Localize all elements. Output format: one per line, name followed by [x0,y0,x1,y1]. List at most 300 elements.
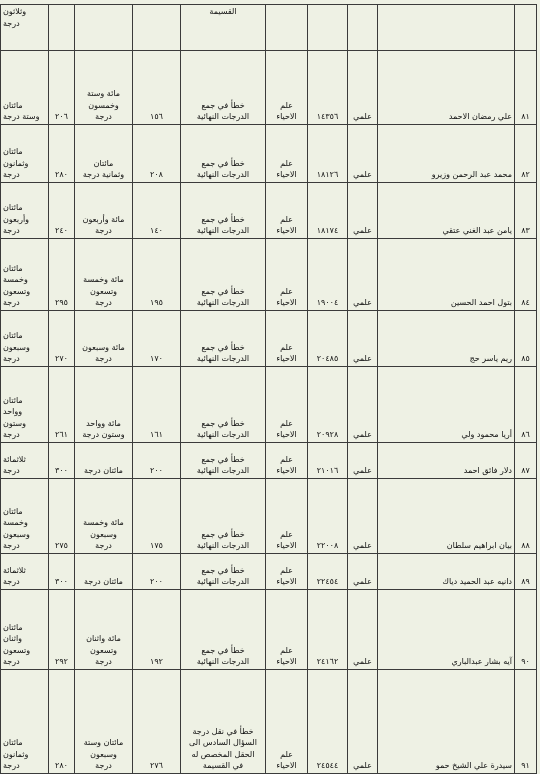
new-score-words-line: ثلاثمائة [3,454,26,464]
old-score-words-line: وسبعون [90,529,117,539]
branch-type: علمي [353,577,372,587]
error-description-cell [181,670,266,774]
error-line: خطأ في جمع [201,645,245,655]
seq-number: ٨٦ [521,430,530,440]
student-name-cell [378,443,515,479]
subject-cell [266,239,308,311]
error-line: خطأ في جمع [201,454,245,464]
student-name-cell [378,183,515,239]
name-header-cell [378,5,515,51]
exam-number: ٢١٠١٦ [316,466,339,476]
exam-number: ١٨١٧٤ [316,226,339,236]
student-name-cell [378,670,515,774]
error-line: الدرجات النهائية [196,466,250,476]
branch-type: علمي [353,354,372,364]
new-score-words-cell [1,239,49,311]
error-line: خطأ في جمع [201,418,245,428]
old-score-words-line: وتسعون [89,645,118,655]
old-score-words-line: مائة وواحد [86,418,121,428]
subject-line: علم [280,529,293,539]
subject-line: الاحياء [276,657,297,667]
new-score-words-line: مائتان [3,100,23,110]
student-name-cell [378,367,515,443]
error-description-cell [181,479,266,554]
new-score-number-cell [49,239,75,311]
new-score-words-line: مائتان [3,331,23,341]
new-score-number: ٣٠٠ [55,466,68,476]
exam-id-cell [308,239,348,311]
branch-cell [348,554,378,590]
subject-line: الاحياء [276,170,297,180]
new-score-words-line: وستة درجة [3,112,40,122]
subject-line: علم [280,100,293,110]
error-line: السؤال السادس الى [189,738,257,748]
exam-id-cell [308,311,348,367]
old-score-number-cell [133,239,181,311]
old-score-number: ٢٠٨ [150,170,163,180]
student-name: دلار فائق احمد [463,466,512,476]
old-score-words-line: مائة وأربعون [82,214,125,224]
exam-id-cell [308,670,348,774]
old-score-words-line: درجة [95,657,112,667]
new-score-number-cell [49,183,75,239]
table-row [1,479,537,554]
new-score-number: ٢٦١ [55,430,68,440]
new-score-words-cell [1,590,49,670]
seq-cell [515,183,537,239]
error-description-cell [181,183,266,239]
seq-cell [515,670,537,774]
new-score-words-line: درجة [3,170,20,180]
student-name: بتول احمد الحسين [450,298,512,308]
old-score-number: ١٦١ [150,430,163,440]
subject-line: الاحياء [276,466,297,476]
old-score-words-line: درجة [95,354,112,364]
old-num-header-cell [133,5,181,51]
old-score-number-cell [133,443,181,479]
new-score-words-line: درجة [3,354,20,364]
new-score-number-cell [49,125,75,183]
new-score-words-line: درجة [3,657,20,667]
error-line: الدرجات النهائية [196,657,250,667]
error-line: الدرجات النهائية [196,226,250,236]
student-name: أريا محمود ولي [461,430,512,440]
seq-number: ٨٥ [521,354,530,364]
subject-line: علم [280,565,293,575]
branch-type: علمي [353,761,372,771]
new-score-number-cell [49,590,75,670]
error-line: الدرجات النهائية [196,430,250,440]
branch-type: علمي [353,657,372,667]
subject-line: علم [280,342,293,352]
error-description-cell [181,125,266,183]
new-score-number: ٢٠٦ [55,112,68,122]
seq-cell [515,51,537,125]
old-score-words-cell [75,125,133,183]
error-description-cell [181,590,266,670]
subject-line: الاحياء [276,298,297,308]
exam-number: ٢٠٤٨٥ [316,354,339,364]
new-score-words-line: وخمسة [3,518,28,528]
table-row [1,554,537,590]
error-description-cell [181,367,266,443]
branch-cell [348,367,378,443]
student-name-cell [378,311,515,367]
old-score-words-line: وسبعون [90,749,117,759]
subject-line: علم [280,454,293,464]
error-line: خطأ في جمع [201,158,245,168]
new-score-words-line: مائتان [3,147,23,157]
seq-number: ٩٠ [521,657,530,667]
subject-line: علم [280,749,293,759]
student-name-cell [378,239,515,311]
student-name: ريم ياسر حج [469,354,512,364]
exam-id-cell [308,183,348,239]
new-score-words-line: مائتان [3,203,23,213]
new-score-number-cell [49,311,75,367]
old-score-words-line: درجة [95,112,112,122]
new-words-header-line: وثلاثون [3,7,27,16]
new-score-words-cell [1,670,49,774]
error-line: خطأ في جمع [201,342,245,352]
student-name-cell [378,51,515,125]
seq-number: ٩١ [521,761,530,771]
exam-id-cell [308,590,348,670]
branch-type: علمي [353,541,372,551]
seq-cell [515,443,537,479]
old-score-words-line: مائة وستة [86,89,121,99]
error-line: خطأ في جمع [201,286,245,296]
seq-number: ٨٤ [521,298,530,308]
old-score-number-cell [133,125,181,183]
new-words-header-line: درجة [3,18,20,28]
new-score-words-cell [1,125,49,183]
new-score-number: ٣٠٠ [55,577,68,587]
error-line: خطأ في جمع [201,565,245,575]
table-row [1,239,537,311]
branch-type: علمي [353,170,372,180]
branch-type: علمي [353,226,372,236]
error-description-cell [181,554,266,590]
new-score-number: ٢٨٠ [55,761,68,771]
new-score-words-line: درجة [3,298,20,308]
new-score-number-cell [49,670,75,774]
old-words-header-cell [75,5,133,51]
new-score-words-cell [1,554,49,590]
branch-cell [348,590,378,670]
old-score-number: ٢٧٦ [150,761,163,771]
exam-number: ٢٢٠٠٨ [316,541,339,551]
table-row [1,311,537,367]
new-score-words-cell [1,479,49,554]
type-header-cell [348,5,378,51]
seq-cell [515,125,537,183]
subject-line: علم [280,286,293,296]
exam-id-cell [308,125,348,183]
new-score-number: ٢٧٥ [55,541,68,551]
branch-cell [348,239,378,311]
seq-number: ٨٩ [521,577,530,587]
branch-cell [348,443,378,479]
branch-cell [348,479,378,554]
old-score-words-line: مائة وخمسة [83,275,124,285]
subject-line: الاحياء [276,354,297,364]
new-score-words-line: وسبعون [3,342,30,352]
old-score-number-cell [133,554,181,590]
table-row [1,367,537,443]
error-line: في القسيمة [202,761,244,771]
exam-id-cell [308,443,348,479]
table-row [1,443,537,479]
old-score-number: ١٧٠ [150,354,163,364]
subject-line: علم [280,214,293,224]
error-line: خطأ في جمع [201,100,245,110]
exam-id-cell [308,51,348,125]
branch-cell [348,183,378,239]
error-line: الدرجات النهائية [196,298,250,308]
new-score-words-line: وواحد [3,407,23,417]
student-name-cell [378,479,515,554]
new-score-words-line: واثنان [3,634,23,644]
old-score-number: ١٤٠ [150,226,163,236]
exam-id-cell [308,479,348,554]
old-score-words-line: مائتان وستة [83,738,124,748]
old-score-number: ٢٠٠ [150,577,163,587]
exam-number: ٢٠٩٢٨ [316,430,339,440]
old-score-number: ١٩٢ [150,657,163,667]
old-score-words-cell [75,367,133,443]
subject-line: الاحياء [276,226,297,236]
new-score-words-line: درجة [3,226,20,236]
student-name: سيدرة علي الشيخ حمو [435,761,512,771]
exam-number: ٢٤٥٤٤ [316,761,339,771]
old-score-number-cell [133,590,181,670]
exam-number: ٢٤١٦٢ [316,657,339,667]
old-score-words-line: مائتان درجة [84,466,123,476]
new-words-header-cell [1,5,49,51]
old-score-number: ١٧٥ [150,541,163,551]
subject-cell [266,183,308,239]
branch-type: علمي [353,430,372,440]
old-score-words-cell [75,239,133,311]
new-score-words-line: ثلاثمائة [3,565,26,575]
new-score-number-cell [49,479,75,554]
exam-number: ١٤٣٥٦ [316,112,339,122]
seq-number: ٨١ [521,112,530,122]
new-score-words-line: درجة [3,466,20,476]
old-score-words-line: وتسعون [89,286,118,296]
subject-cell [266,125,308,183]
old-score-words-line: مائتان [93,158,114,168]
student-name: محمد عبد الرحمن وزيرو [431,170,512,180]
old-score-words-cell [75,183,133,239]
new-score-words-line: درجة [3,541,20,551]
old-score-number: ١٩٥ [150,298,163,308]
new-score-number: ٢٨٠ [55,170,68,180]
old-score-words-cell [75,590,133,670]
old-score-words-line: درجة [95,226,112,236]
branch-type: علمي [353,112,372,122]
table-row [1,183,537,239]
subject-cell [266,670,308,774]
new-score-words-line: وثمانون [3,749,29,759]
old-score-number-cell [133,367,181,443]
error-line: الحقل المخصص له [191,749,255,759]
new-num-header-cell [49,5,75,51]
error-line: خطأ في جمع [201,529,245,539]
exam-number: ١٨١٢٦ [316,170,339,180]
old-score-number: ١٥٦ [150,112,163,122]
new-score-words-line: وسبعون [3,529,30,539]
subject-line: الاحياء [276,430,297,440]
new-score-words-line: وستون [3,418,26,428]
new-score-words-line: وثمانون [3,158,29,168]
old-score-words-cell [75,311,133,367]
new-score-words-line: مائتان [3,506,23,516]
id-header-cell [308,5,348,51]
old-score-words-line: وثمانية درجة [82,170,125,180]
student-name: بيان ابراهيم سلطان [446,541,512,551]
new-score-number-cell [49,443,75,479]
exam-id-cell [308,554,348,590]
error-header-cell [181,5,266,51]
seq-cell [515,311,537,367]
subject-cell [266,51,308,125]
subject-line: علم [280,158,293,168]
new-score-words-line: درجة [3,761,20,771]
subject-header-cell [266,5,308,51]
new-score-number-cell [49,51,75,125]
branch-cell [348,125,378,183]
old-score-number: ٢٠٠ [150,466,163,476]
seq-number: ٨٢ [521,170,530,180]
new-score-number: ٢٧٠ [55,354,68,364]
new-score-number-cell [49,367,75,443]
seq-number: ٨٣ [521,226,530,236]
student-name: علي رمضان الاحمد [448,112,512,122]
subject-line: الاحياء [276,112,297,122]
student-name-cell [378,554,515,590]
error-line: الدرجات النهائية [196,577,250,587]
student-name: آيه بشار عبدالباري [451,657,512,667]
exam-number: ١٩٠٠٤ [316,298,339,308]
student-name-cell [378,125,515,183]
old-score-number-cell [133,670,181,774]
subject-line: الاحياء [276,541,297,551]
new-score-words-cell [1,183,49,239]
subject-cell [266,367,308,443]
old-score-words-line: درجة [95,541,112,551]
seq-cell [515,479,537,554]
old-score-words-cell [75,479,133,554]
old-score-words-line: وستون درجة [82,430,125,440]
new-score-words-line: درجة [3,577,20,587]
error-line: الدرجات النهائية [196,112,250,122]
old-score-number-cell [133,183,181,239]
new-score-words-cell [1,443,49,479]
error-description-cell [181,239,266,311]
old-score-words-line: مائتان درجة [84,577,123,587]
seq-header-cell [515,5,537,51]
error-line: خطأ في نقل درجة [192,726,254,736]
new-score-number-cell [49,554,75,590]
branch-cell [348,311,378,367]
old-score-words-line: مائة وسبعون [82,342,125,352]
new-score-number: ٢٤٠ [55,226,68,236]
student-name-cell [378,590,515,670]
new-score-words-line: مائتان [3,622,23,632]
error-description-cell [181,311,266,367]
new-score-words-line: مائتان [3,738,23,748]
seq-number: ٨٧ [521,466,530,476]
new-score-words-line: وتسعون [3,286,31,296]
old-score-number-cell [133,311,181,367]
student-name: يامن عبد الغني عتقي [442,226,512,236]
error-description-cell [181,51,266,125]
exam-id-cell [308,367,348,443]
new-score-number: ٢٩٢ [55,657,68,667]
new-score-words-cell [1,311,49,367]
old-score-words-line: درجة [95,761,112,771]
old-score-words-cell [75,554,133,590]
error-description-cell [181,443,266,479]
table-row [1,670,537,774]
seq-cell [515,239,537,311]
branch-cell [348,670,378,774]
new-score-words-line: مائتان [3,263,23,273]
subject-line: الاحياء [276,761,297,771]
error-line: الدرجات النهائية [196,541,250,551]
new-score-number: ٢٩٥ [55,298,68,308]
old-score-words-line: درجة [95,298,112,308]
old-score-number-cell [133,479,181,554]
subject-cell [266,479,308,554]
student-name: دانيه عبد الحميد دياك [442,577,512,587]
subject-line: علم [280,418,293,428]
old-score-words-line: مائة واثنان [86,634,121,644]
subject-line: الاحياء [276,577,297,587]
error-header-text: القسيمة [209,7,237,16]
table-row [1,51,537,125]
new-score-words-line: وتسعون [3,645,31,655]
seq-cell [515,554,537,590]
new-score-words-line: مائتان [3,395,23,405]
table-row [1,590,537,670]
new-score-words-line: درجة [3,430,20,440]
branch-type: علمي [353,466,372,476]
seq-number: ٨٨ [521,541,530,551]
seq-cell [515,590,537,670]
error-line: الدرجات النهائية [196,170,250,180]
old-score-words-line: مائة وخمسة [83,518,124,528]
error-line: خطأ في جمع [201,214,245,224]
subject-line: علم [280,645,293,655]
table-row [1,125,537,183]
new-score-words-line: وخمسة [3,275,28,285]
new-score-words-line: وأربعون [3,214,30,224]
subject-cell [266,443,308,479]
subject-cell [266,590,308,670]
header-row [1,5,537,51]
old-score-number-cell [133,51,181,125]
error-line: الدرجات النهائية [196,354,250,364]
subject-cell [266,554,308,590]
results-correction-table [0,4,537,774]
exam-number: ٢٢٤٥٤ [316,577,339,587]
old-score-words-cell [75,443,133,479]
branch-cell [348,51,378,125]
branch-type: علمي [353,298,372,308]
